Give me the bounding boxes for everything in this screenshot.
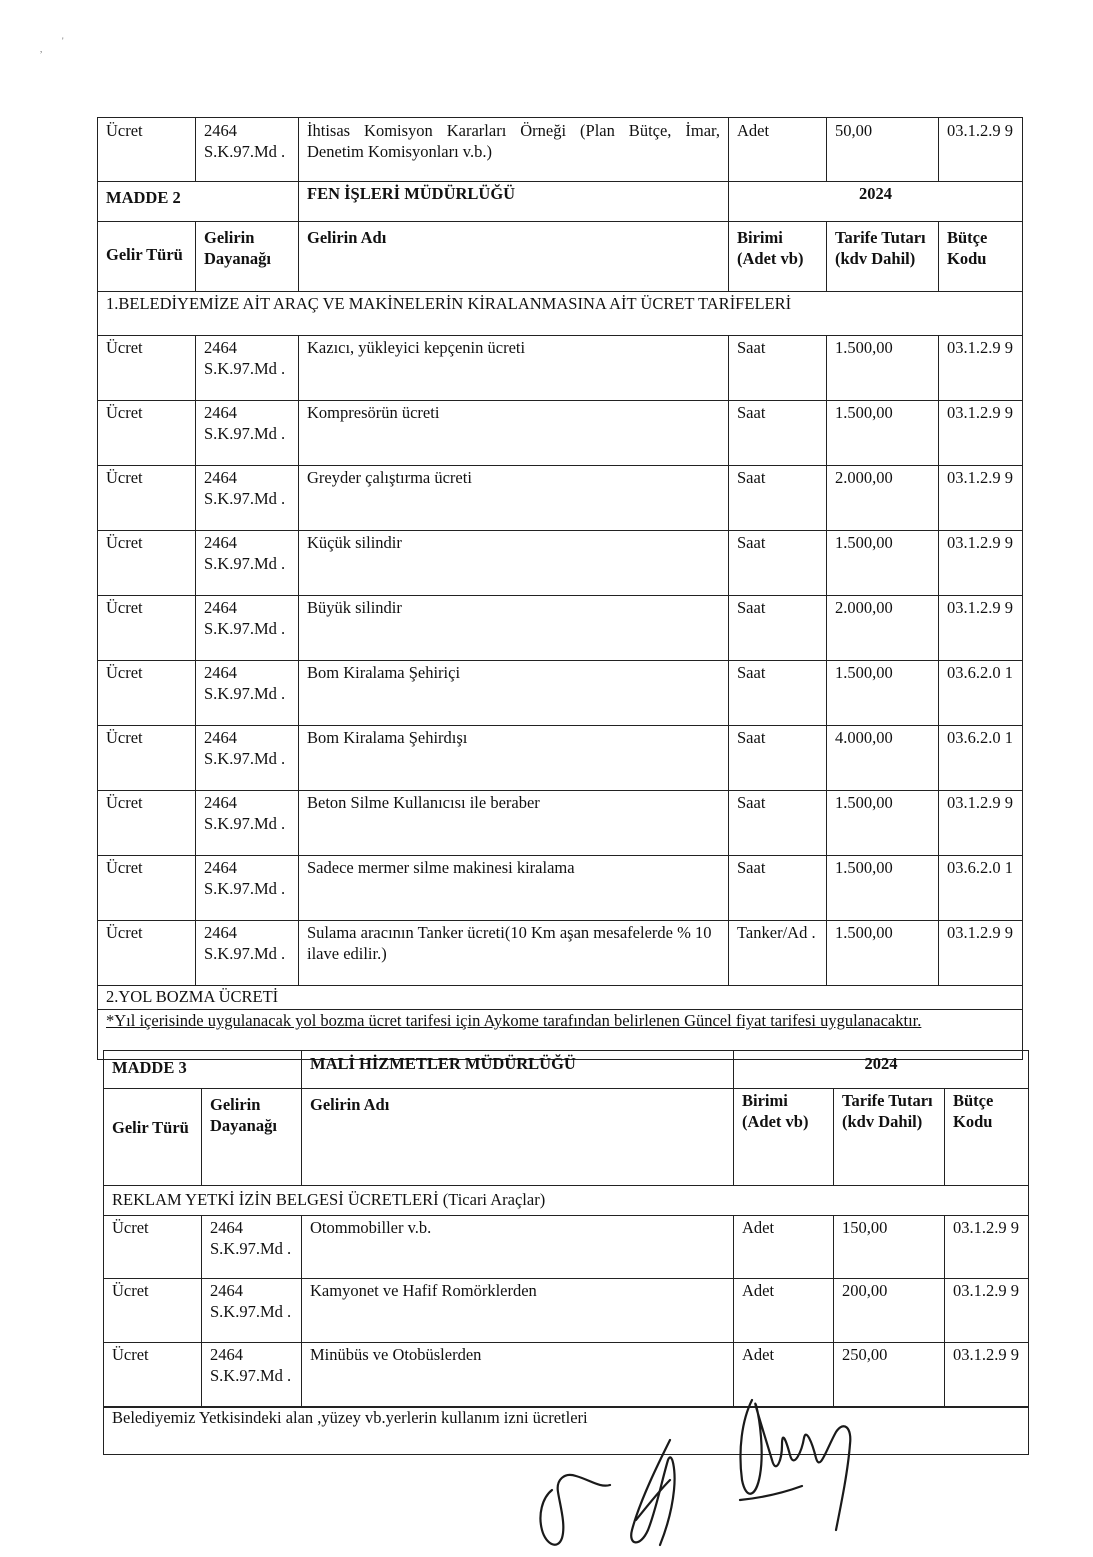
tarife-cell: 1.500,00 <box>826 335 938 400</box>
gelir-turu-cell: Ücret <box>106 728 143 747</box>
dayanak-cell: 2464 S.K.97.Md . <box>195 400 298 465</box>
gelir-adi-cell: Kazıcı, yükleyici kepçenin ücreti <box>298 335 728 400</box>
header-gelir-adi: Gelirin Adı <box>301 1088 733 1185</box>
header-butce-kodu: Bütçe Kodu <box>938 221 1022 291</box>
dayanak-cell: 2464 S.K.97.Md . <box>195 530 298 595</box>
table-row <box>98 400 1022 466</box>
tarife-cell: 250,00 <box>833 1342 944 1406</box>
gelir-adi-cell: Kamyonet ve Hafif Romörklerden <box>301 1278 733 1342</box>
section-title: 2.YOL BOZMA ÜCRETİ <box>106 987 279 1006</box>
table-row <box>104 1215 1028 1279</box>
note-text: *Yıl içerisinde uygulanacak yol bozma ücret tarifesi için Aykome tarafından belirlenen Güncel fiyat tarifesi uygulanacaktır. <box>106 1011 922 1030</box>
dayanak-cell: 2464 S.K.97.Md . <box>195 725 298 790</box>
birimi-cell: Adet <box>728 118 826 181</box>
butce-kodu-cell: 03.1.2.9 9 <box>938 790 1022 855</box>
dayanak-cell: 2464 S.K.97.Md . <box>195 335 298 400</box>
birimi-cell: Saat <box>728 725 826 790</box>
header-tarife: Tarife Tutarı (kdv Dahil) <box>826 221 938 291</box>
header-butce-kodu: Bütçe Kodu <box>944 1088 1028 1185</box>
gelir-adi-cell: Büyük silindir <box>298 595 728 660</box>
table-row <box>98 725 1022 791</box>
gelir-turu-cell: Ücret <box>106 793 143 812</box>
header-birimi: Birimi (Adet vb) <box>733 1088 833 1185</box>
table-row <box>98 118 1022 182</box>
gelir-adi-cell: Bom Kiralama Şehiriçi <box>298 660 728 725</box>
madde-row <box>104 1051 1028 1089</box>
year-label: 2024 <box>728 181 1022 221</box>
gelir-adi-cell: Sulama aracının Tanker ücreti(10 Km aşan mesafelerde % 10 ilave edilir.) <box>298 920 728 985</box>
gelir-adi-cell: Küçük silindir <box>298 530 728 595</box>
gelir-adi-cell: Bom Kiralama Şehirdışı <box>298 725 728 790</box>
table-row <box>98 790 1022 856</box>
tarife-cell: 1.500,00 <box>826 920 938 985</box>
birimi-cell: Adet <box>733 1278 833 1342</box>
signature-2 <box>631 1440 674 1545</box>
scan-speck: ' <box>62 36 64 46</box>
header-tarife: Tarife Tutarı (kdv Dahil) <box>833 1088 944 1185</box>
header-dayanak: Gelirin Dayanağı <box>195 221 298 291</box>
birimi-cell: Saat <box>728 660 826 725</box>
tarife-cell: 1.500,00 <box>826 855 938 920</box>
section-title: 1.BELEDİYEMİZE AİT ARAÇ VE MAKİNELERİN KİRALANMASINA AİT ÜCRET TARİFELERİ <box>106 294 792 313</box>
dayanak-cell: 2464 S.K.97.Md . <box>195 790 298 855</box>
birimi-cell: Saat <box>728 595 826 660</box>
gelir-turu-cell: Ücret <box>106 663 143 682</box>
butce-kodu-cell: 03.6.2.0 1 <box>938 725 1022 790</box>
dayanak-cell: 2464 S.K.97.Md . <box>195 660 298 725</box>
footer-text: Belediyemiz Yetkisindeki alan ,yüzey vb.yerlerin kullanım izni ücretleri <box>112 1408 588 1427</box>
butce-kodu-cell: 03.6.2.0 1 <box>938 660 1022 725</box>
butce-kodu-cell: 03.1.2.9 9 <box>938 595 1022 660</box>
birimi-cell: Saat <box>728 790 826 855</box>
signatures <box>520 1380 880 1555</box>
tarife-cell: 2.000,00 <box>826 465 938 530</box>
birimi-cell: Tanker/Ad . <box>728 920 826 985</box>
table-row <box>98 465 1022 531</box>
gelir-adi-cell: Beton Silme Kullanıcısı ile beraber <box>298 790 728 855</box>
gelir-adi-cell: Kompresörün ücreti <box>298 400 728 465</box>
section-title: REKLAM YETKİ İZİN BELGESİ ÜCRETLERİ (Ticari Araçlar) <box>112 1190 546 1209</box>
butce-kodu-cell: 03.1.2.9 9 <box>938 465 1022 530</box>
tarife-cell: 1.500,00 <box>826 530 938 595</box>
madde2-table <box>97 117 1023 1060</box>
table-row <box>104 1278 1028 1343</box>
header-gelir-turu: Gelir Türü <box>106 245 183 264</box>
header-birimi: Birimi (Adet vb) <box>728 221 826 291</box>
dayanak-cell: 2464 S.K.97.Md . <box>195 118 298 181</box>
gelir-turu-cell: Ücret <box>106 338 143 357</box>
gelir-turu-cell: Ücret <box>106 858 143 877</box>
gelir-turu-cell: Ücret <box>106 468 143 487</box>
table-row <box>98 335 1022 401</box>
header-dayanak: Gelirin Dayanağı <box>201 1088 301 1185</box>
signature-3 <box>740 1400 850 1494</box>
section-title-row <box>98 291 1022 336</box>
gelir-turu-cell: Ücret <box>112 1218 149 1237</box>
gelir-turu-cell: Ücret <box>106 533 143 552</box>
butce-kodu-cell: 03.1.2.9 9 <box>938 920 1022 985</box>
madde-row <box>98 181 1022 222</box>
birimi-cell: Adet <box>733 1215 833 1278</box>
birimi-cell: Saat <box>728 465 826 530</box>
section-title-row <box>98 985 1022 1010</box>
gelir-adi-cell: İhtisas Komisyon Kararları Örneği (Plan Bütçe, İmar, Denetim Komisyonları v.b.) <box>298 118 728 181</box>
tarife-cell: 4.000,00 <box>826 725 938 790</box>
dayanak-cell: 2464 S.K.97.Md . <box>195 855 298 920</box>
scan-speck: , <box>40 44 43 54</box>
tarife-cell: 2.000,00 <box>826 595 938 660</box>
dayanak-cell: 2464 S.K.97.Md . <box>201 1278 301 1342</box>
birimi-cell: Saat <box>728 530 826 595</box>
madde-label: MADDE 2 <box>106 188 181 207</box>
birimi-cell: Adet <box>733 1342 833 1406</box>
birimi-cell: Saat <box>728 400 826 465</box>
table-row <box>98 595 1022 661</box>
tarife-cell: 150,00 <box>833 1215 944 1278</box>
butce-kodu-cell: 03.1.2.9 9 <box>944 1342 1028 1406</box>
madde-label: MADDE 3 <box>112 1058 187 1077</box>
tarife-cell: 1.500,00 <box>826 660 938 725</box>
gelir-adi-cell: Otommobiller v.b. <box>301 1215 733 1278</box>
dayanak-cell: 2464 S.K.97.Md . <box>201 1342 301 1406</box>
dayanak-cell: 2464 S.K.97.Md . <box>195 595 298 660</box>
table-row <box>98 530 1022 596</box>
butce-kodu-cell: 03.1.2.9 9 <box>938 118 1022 181</box>
header-gelir-adi: Gelirin Adı <box>298 221 728 291</box>
column-header-row <box>98 221 1022 292</box>
dayanak-cell: 2464 S.K.97.Md . <box>195 465 298 530</box>
butce-kodu-cell: 03.1.2.9 9 <box>938 400 1022 465</box>
gelir-turu-cell: Ücret <box>112 1281 149 1300</box>
department-title: MALİ HİZMETLER MÜDÜRLÜĞÜ <box>301 1051 733 1088</box>
table-row <box>98 920 1022 986</box>
butce-kodu-cell: 03.1.2.9 9 <box>938 530 1022 595</box>
madde3-table <box>103 1050 1029 1408</box>
year-label: 2024 <box>733 1051 1028 1088</box>
tarife-cell: 1.500,00 <box>826 790 938 855</box>
column-header-row <box>104 1088 1028 1186</box>
birimi-cell: Saat <box>728 335 826 400</box>
butce-kodu-cell: 03.1.2.9 9 <box>944 1215 1028 1278</box>
gelir-turu-cell: Ücret <box>112 1345 149 1364</box>
birimi-cell: Saat <box>728 855 826 920</box>
tarife-cell: 200,00 <box>833 1278 944 1342</box>
gelir-turu-cell: Ücret <box>106 121 143 140</box>
dayanak-cell: 2464 S.K.97.Md . <box>195 920 298 985</box>
tarife-cell: 1.500,00 <box>826 400 938 465</box>
section-title-row <box>104 1185 1028 1216</box>
butce-kodu-cell: 03.1.2.9 9 <box>944 1278 1028 1342</box>
dayanak-cell: 2464 S.K.97.Md . <box>201 1215 301 1278</box>
gelir-adi-cell: Sadece mermer silme makinesi kiralama <box>298 855 728 920</box>
table-row <box>98 660 1022 726</box>
signature-1 <box>540 1475 610 1545</box>
gelir-turu-cell: Ücret <box>106 923 143 942</box>
gelir-turu-cell: Ücret <box>106 403 143 422</box>
butce-kodu-cell: 03.1.2.9 9 <box>938 335 1022 400</box>
gelir-adi-cell: Greyder çalıştırma ücreti <box>298 465 728 530</box>
table-row <box>98 855 1022 921</box>
header-gelir-turu: Gelir Türü <box>112 1118 189 1137</box>
gelir-adi-cell: Minübüs ve Otobüslerden <box>301 1342 733 1406</box>
gelir-turu-cell: Ücret <box>106 598 143 617</box>
tarife-cell: 50,00 <box>826 118 938 181</box>
butce-kodu-cell: 03.6.2.0 1 <box>938 855 1022 920</box>
department-title: FEN İŞLERİ MÜDÜRLÜĞÜ <box>298 181 728 221</box>
